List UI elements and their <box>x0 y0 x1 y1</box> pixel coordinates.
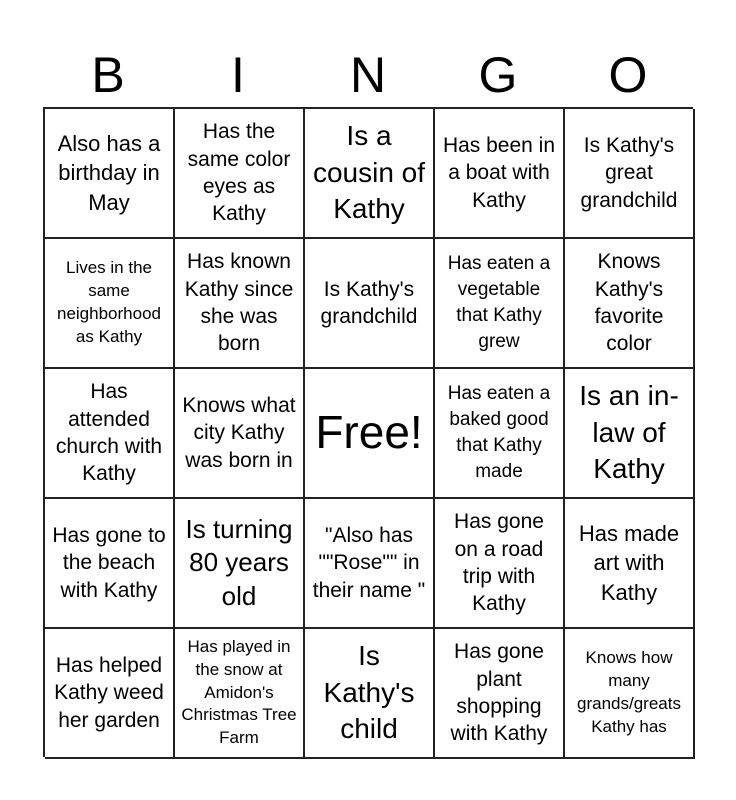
cell-text: Also has a birthday in May <box>57 131 161 215</box>
cell-text: Free! <box>315 406 423 459</box>
header-letter-g: G <box>478 47 518 103</box>
bingo-cell[interactable] <box>565 239 695 369</box>
bingo-header <box>43 44 693 106</box>
cell-text: Has eaten a vegetable that Kathy grew <box>447 252 551 353</box>
bingo-cell[interactable] <box>565 629 695 759</box>
bingo-cell[interactable] <box>435 109 565 239</box>
free-space[interactable] <box>305 369 435 499</box>
bingo-cell[interactable] <box>45 369 175 499</box>
bingo-cell[interactable] <box>435 369 565 499</box>
bingo-cell[interactable] <box>305 499 435 629</box>
cell-text: Is Kathy's great grandchild <box>580 134 678 212</box>
cell-text: Is turning 80 years old <box>185 514 293 611</box>
cell-text: Is Kathy's child <box>323 639 415 745</box>
cell-text: Has gone plant shopping with Kathy <box>450 640 548 746</box>
bingo-cell[interactable] <box>45 629 175 759</box>
cell-text: Lives in the same neighborhood as Kathy <box>57 258 161 346</box>
cell-text: Has the same color eyes as Kathy <box>187 120 291 226</box>
cell-text: Is an in-law of Kathy <box>579 379 679 485</box>
bingo-cell[interactable] <box>175 499 305 629</box>
cell-text: Has made art with Kathy <box>578 521 680 605</box>
bingo-cell[interactable] <box>435 239 565 369</box>
bingo-cell[interactable] <box>305 239 435 369</box>
bingo-cell[interactable] <box>45 109 175 239</box>
header-letter-n: N <box>349 47 387 103</box>
bingo-cell[interactable] <box>305 109 435 239</box>
bingo-cell[interactable] <box>435 499 565 629</box>
bingo-cell[interactable] <box>175 109 305 239</box>
bingo-cell[interactable] <box>305 629 435 759</box>
cell-text: Is a cousin of Kathy <box>312 119 426 225</box>
cell-text: "Also has ""Rose"" in their name " <box>312 524 426 602</box>
cell-text: Has eaten a baked good that Kathy made <box>447 382 551 483</box>
bingo-cell[interactable] <box>565 369 695 499</box>
bingo-cell[interactable] <box>175 629 305 759</box>
cell-text: Knows what city Kathy was born in <box>182 394 296 472</box>
cell-text: Has helped Kathy weed her garden <box>54 654 164 732</box>
bingo-cell[interactable] <box>45 499 175 629</box>
cell-text: Has been in a boat with Kathy <box>442 134 556 212</box>
cell-text: Is Kathy's grandchild <box>320 277 418 328</box>
cell-text: Knows how many grands/greats Kathy has <box>577 648 681 736</box>
bingo-cell[interactable] <box>565 499 695 629</box>
bingo-cell[interactable] <box>175 239 305 369</box>
cell-text: Has played in the snow at Amidon's Christmas Tree Farm <box>181 636 297 748</box>
cell-text: Has gone on a road trip with Kathy <box>454 510 544 616</box>
bingo-cell[interactable] <box>435 629 565 759</box>
cell-text: Has known Kathy since she was born <box>184 250 294 356</box>
bingo-cell[interactable] <box>175 369 305 499</box>
bingo-cell[interactable] <box>45 239 175 369</box>
cell-text: Has gone to the beach with Kathy <box>52 524 166 602</box>
header-letter-b: B <box>91 47 125 103</box>
cell-text: Knows Kathy's favorite color <box>594 250 664 356</box>
header-letter-o: O <box>608 47 648 103</box>
cell-text: Has attended church with Kathy <box>55 380 163 486</box>
header-letter-i: I <box>231 47 245 103</box>
bingo-board <box>43 107 693 757</box>
bingo-cell[interactable] <box>565 109 695 239</box>
